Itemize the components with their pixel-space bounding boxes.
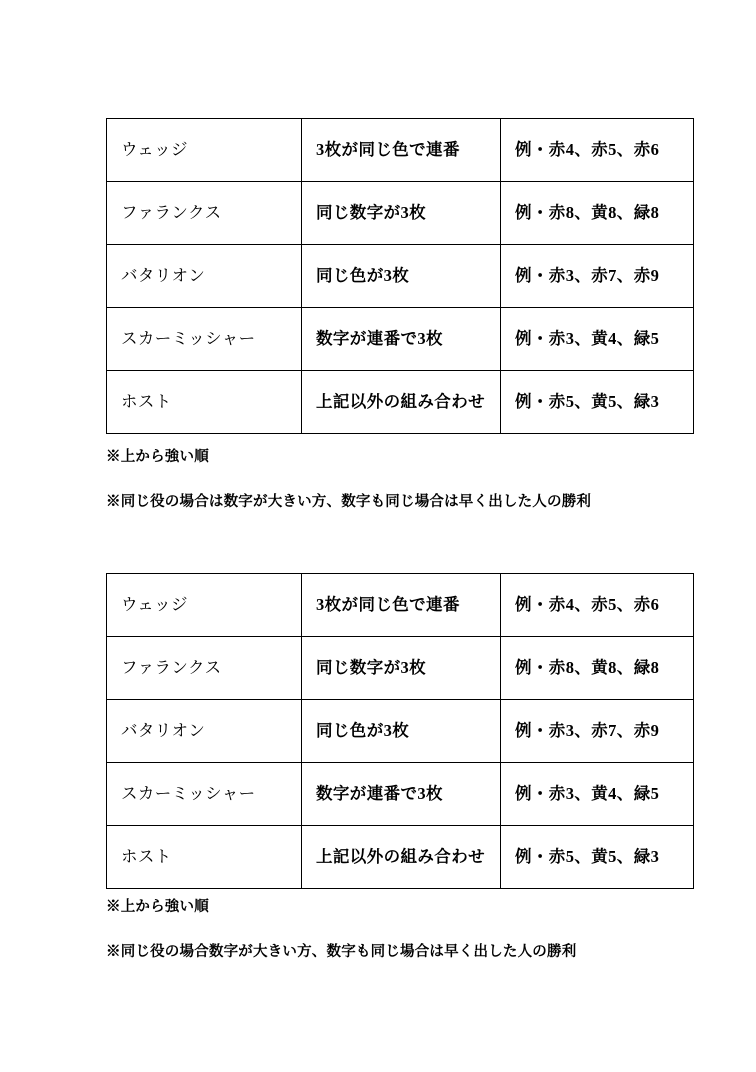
table-row <box>107 763 694 826</box>
hand-name-cell: ホスト <box>107 371 302 434</box>
condition-cell: 同じ数字が3枚 <box>302 182 501 245</box>
table-row <box>107 700 694 763</box>
hand-name-cell: スカーミッシャー <box>107 308 302 371</box>
hand-name-cell: バタリオン <box>107 700 302 763</box>
example-cell: 例・赤8、黄8、緑8 <box>501 182 694 245</box>
table-row <box>107 119 694 182</box>
condition-cell: 同じ色が3枚 <box>302 700 501 763</box>
condition-cell: 3枚が同じ色で連番 <box>302 574 501 637</box>
table-2-note-tiebreaker: ※同じ役の場合数字が大きい方、数字も同じ場合は早く出した人の勝利 <box>106 944 577 960</box>
condition-cell: 3枚が同じ色で連番 <box>302 119 501 182</box>
table-row <box>107 371 694 434</box>
table-row <box>107 308 694 371</box>
hand-name-cell: スカーミッシャー <box>107 763 302 826</box>
hand-name-cell: ファランクス <box>107 637 302 700</box>
table-row <box>107 245 694 308</box>
condition-cell: 上記以外の組み合わせ <box>302 826 501 889</box>
example-cell: 例・赤3、黄4、緑5 <box>501 308 694 371</box>
hand-name-cell: バタリオン <box>107 245 302 308</box>
table-1-note-strength-order: ※上から強い順 <box>106 449 209 465</box>
rules-table-2 <box>106 573 694 889</box>
table-row <box>107 637 694 700</box>
table-1-note-tiebreaker: ※同じ役の場合は数字が大きい方、数字も同じ場合は早く出した人の勝利 <box>106 494 592 510</box>
example-cell: 例・赤5、黄5、緑3 <box>501 371 694 434</box>
example-cell: 例・赤5、黄5、緑3 <box>501 826 694 889</box>
hand-name-cell: ホスト <box>107 826 302 889</box>
condition-cell: 同じ数字が3枚 <box>302 637 501 700</box>
example-cell: 例・赤3、赤7、赤9 <box>501 245 694 308</box>
table-row <box>107 826 694 889</box>
rules-table-1 <box>106 118 694 434</box>
example-cell: 例・赤3、赤7、赤9 <box>501 700 694 763</box>
table-row <box>107 182 694 245</box>
condition-cell: 上記以外の組み合わせ <box>302 371 501 434</box>
hand-name-cell: ウェッジ <box>107 119 302 182</box>
table-row <box>107 574 694 637</box>
example-cell: 例・赤3、黄4、緑5 <box>501 763 694 826</box>
example-cell: 例・赤4、赤5、赤6 <box>501 574 694 637</box>
hand-name-cell: ファランクス <box>107 182 302 245</box>
condition-cell: 同じ色が3枚 <box>302 245 501 308</box>
table-2-note-strength-order: ※上から強い順 <box>106 899 209 915</box>
example-cell: 例・赤4、赤5、赤6 <box>501 119 694 182</box>
condition-cell: 数字が連番で3枚 <box>302 763 501 826</box>
hand-name-cell: ウェッジ <box>107 574 302 637</box>
example-cell: 例・赤8、黄8、緑8 <box>501 637 694 700</box>
condition-cell: 数字が連番で3枚 <box>302 308 501 371</box>
